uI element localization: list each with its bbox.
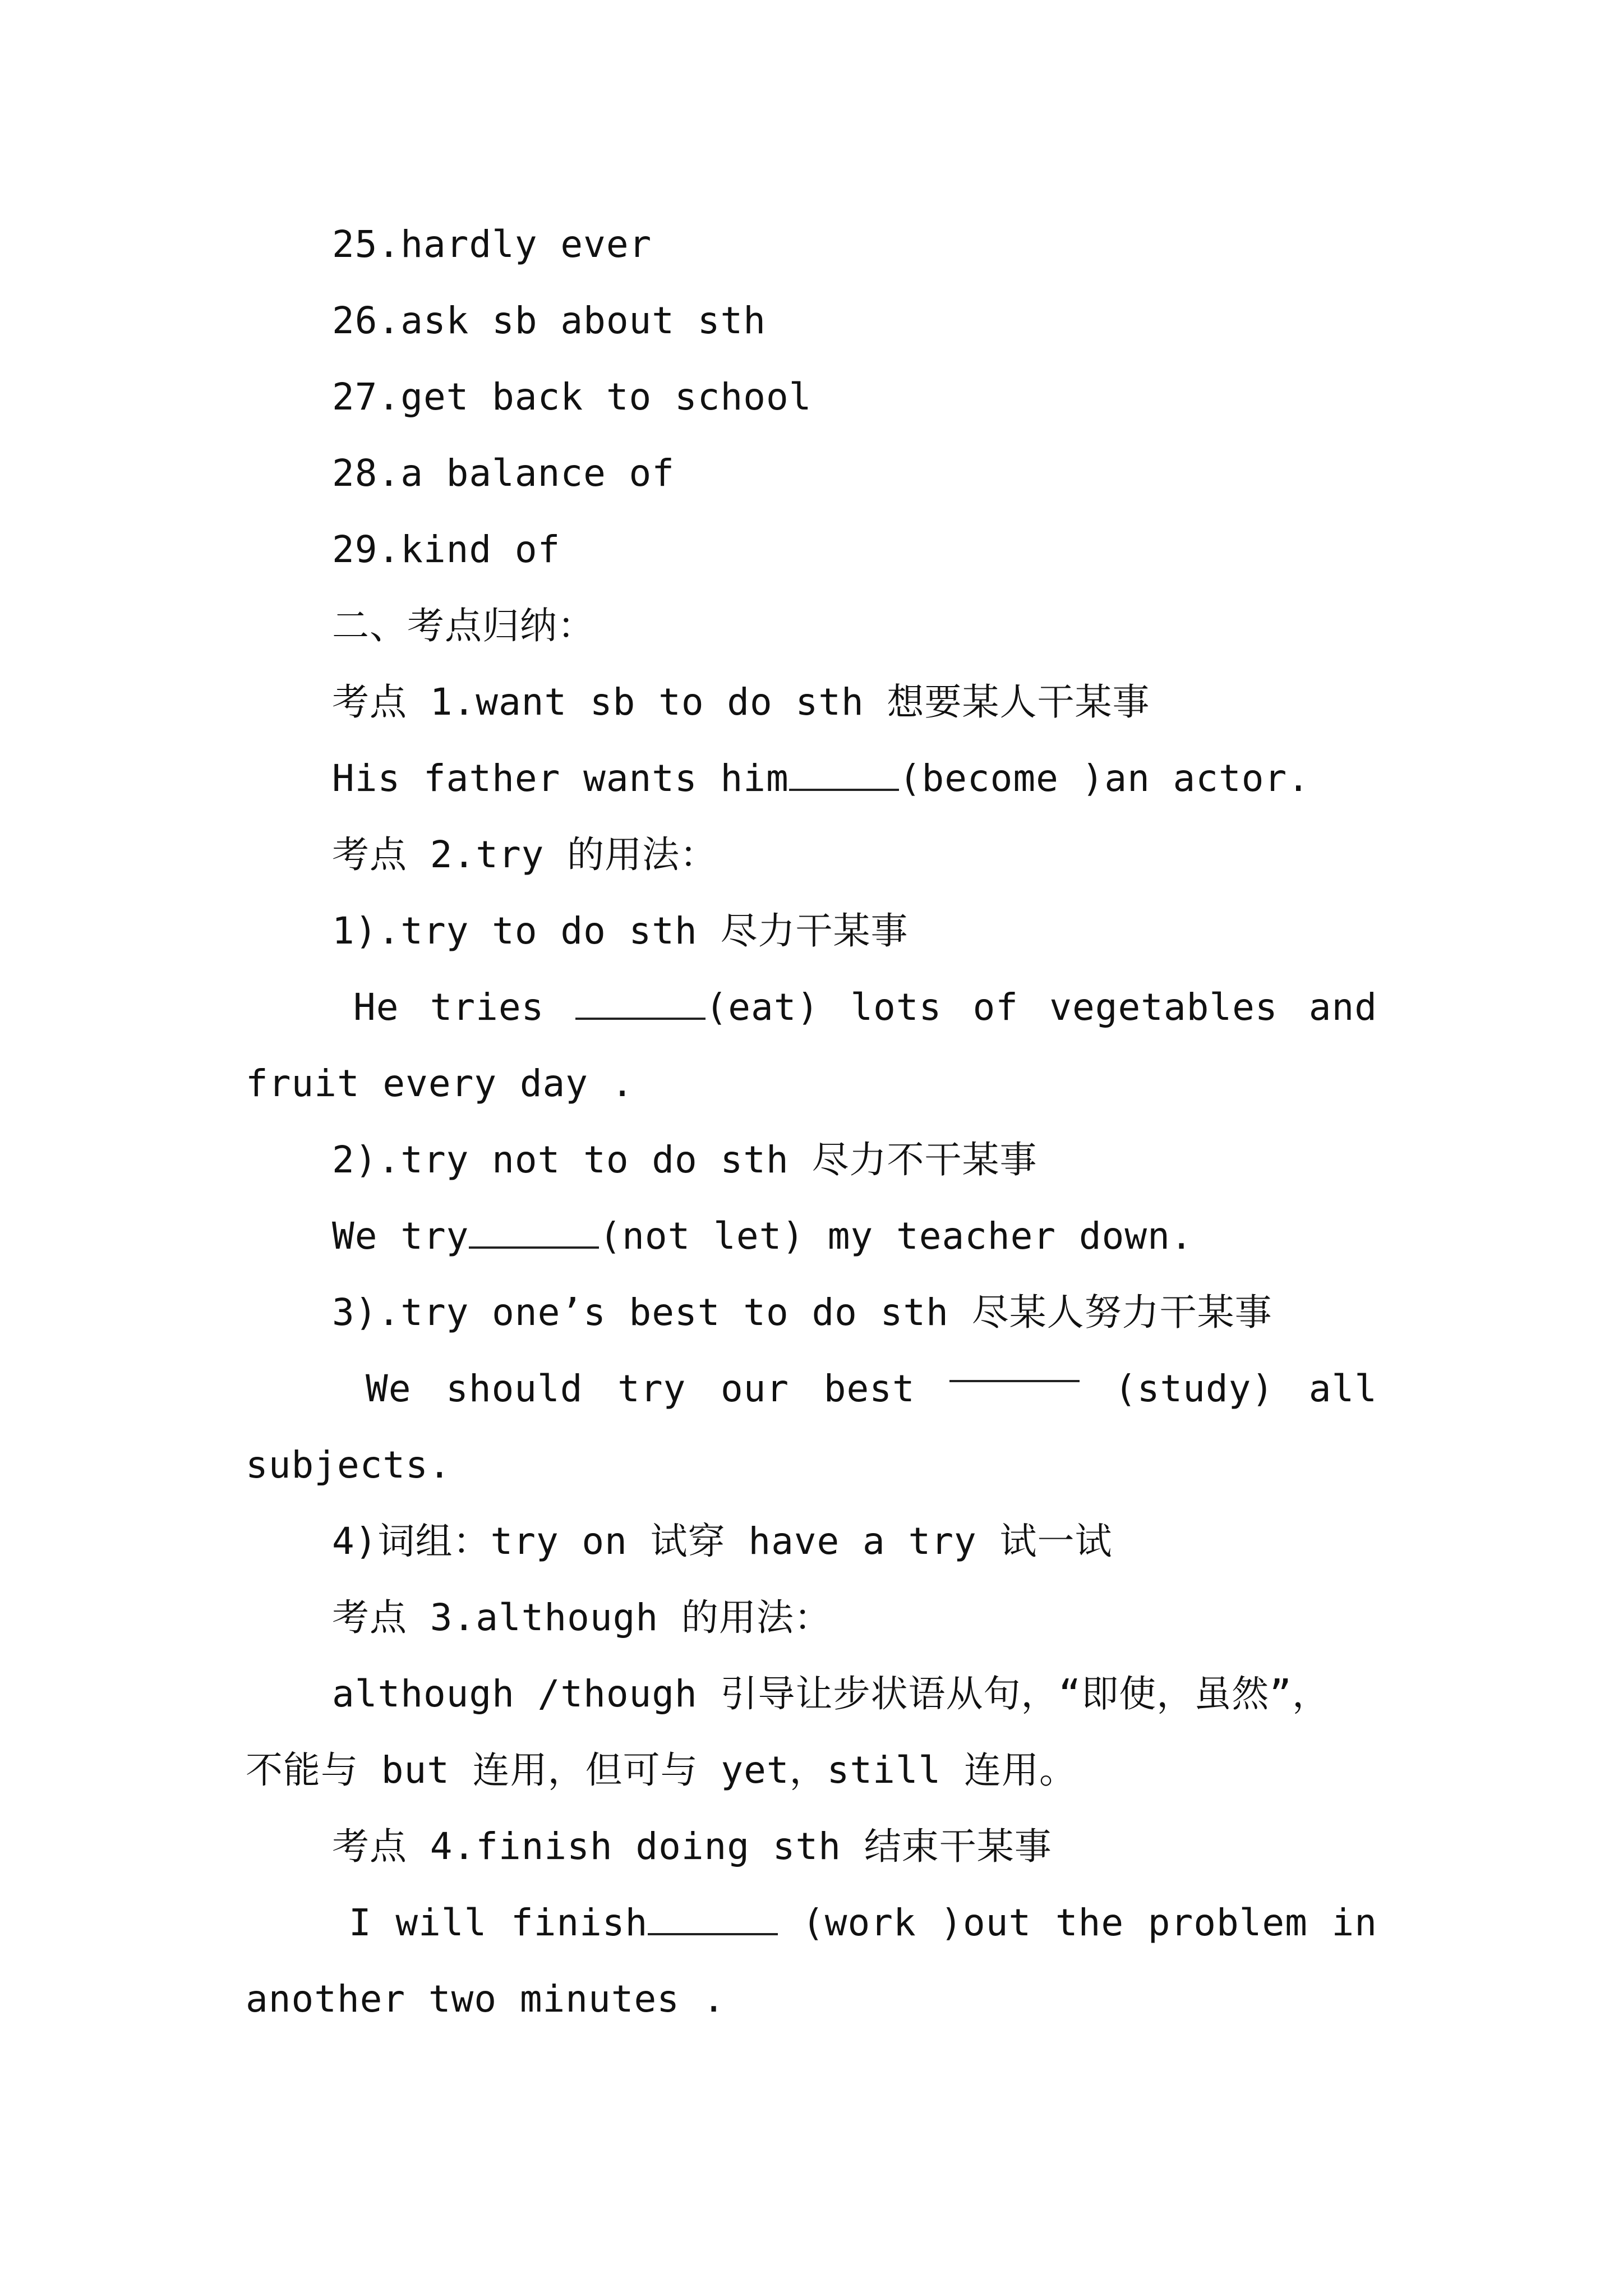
- word: our: [720, 1367, 790, 1410]
- word: and: [1308, 986, 1377, 1029]
- word: (study): [1114, 1367, 1275, 1410]
- example-text-after: (not let) my teacher down.: [599, 1214, 1193, 1258]
- word: We: [366, 1367, 412, 1410]
- answer-blank[interactable]: [949, 1351, 1080, 1382]
- point-1-example: [332, 740, 1310, 817]
- point-2-example-2: [332, 1198, 1193, 1274]
- example-text-after: (become )an actor.: [898, 757, 1310, 800]
- vocab-item-27: 27.get back to school: [332, 375, 812, 418]
- word: should: [446, 1367, 583, 1410]
- word: vegetables: [1049, 986, 1278, 1029]
- vocab-item-29: 29.kind of: [332, 528, 561, 571]
- point-3-line-1: although /though 引导让步状语从句，“即使，虽然”，: [332, 1672, 1330, 1715]
- point-3-line-2: 不能与 but 连用，但可与 yet，still 连用。: [246, 1749, 1077, 1792]
- point-2-heading: 考点 2.try 的用法：: [332, 833, 718, 876]
- answer-blank[interactable]: [575, 988, 706, 1020]
- word: in: [1331, 1901, 1377, 1944]
- word: (eat): [705, 986, 820, 1029]
- point-3-heading: 考点 3.although 的用法：: [332, 1596, 832, 1639]
- point-4-heading: 考点 4.finish doing sth 结束干某事: [332, 1825, 1052, 1868]
- word: lots: [850, 986, 942, 1029]
- vocab-item-25: 25.hardly ever: [332, 223, 652, 266]
- point-4-example: [349, 1885, 1377, 1961]
- word: (work: [802, 1901, 916, 1944]
- word: will: [395, 1901, 487, 1944]
- answer-blank[interactable]: [789, 760, 899, 791]
- word: of: [972, 986, 1019, 1029]
- word: He: [353, 986, 399, 1029]
- answer-blank[interactable]: [469, 1217, 599, 1249]
- word: the: [1055, 1901, 1124, 1944]
- word: I: [349, 1901, 372, 1944]
- word: )out: [940, 1901, 1032, 1944]
- answer-blank[interactable]: [648, 1904, 778, 1935]
- word: tries: [430, 986, 545, 1029]
- point-2-example-1-cont: fruit every day .: [246, 1062, 634, 1105]
- point-1-heading: 考点 1.want sb to do sth 想要某人干某事: [332, 680, 1150, 724]
- section-2-heading: 二、考点归纳：: [332, 604, 595, 647]
- blank-and-hint: [575, 969, 820, 1046]
- point-2-sub-1: 1).try to do sth 尽力干某事: [332, 909, 909, 953]
- point-2-sub-4: 4)词组：try on 试穿 have a try 试一试: [332, 1520, 1113, 1563]
- word: all: [1308, 1367, 1377, 1410]
- point-2-example-1: [353, 969, 1377, 1046]
- example-text-before: His father wants him: [332, 757, 789, 800]
- vocab-item-28: 28.a balance of: [332, 452, 675, 495]
- word: try: [617, 1367, 686, 1410]
- blank-after-word: [511, 1885, 778, 1961]
- point-2-sub-2: 2).try not to do sth 尽力不干某事: [332, 1138, 1038, 1181]
- point-2-example-3: [366, 1351, 1377, 1427]
- word: finish: [510, 1901, 648, 1944]
- vocab-item-26: 26.ask sb about sth: [332, 299, 766, 342]
- word: best: [823, 1367, 915, 1410]
- point-4-example-cont: another two minutes .: [246, 1977, 726, 2021]
- point-2-example-3-cont: subjects.: [246, 1443, 451, 1487]
- example-text-before: We try: [332, 1214, 469, 1258]
- word: problem: [1147, 1901, 1308, 1944]
- point-2-sub-3: 3).try one’s best to do sth 尽某人努力干某事: [332, 1291, 1272, 1334]
